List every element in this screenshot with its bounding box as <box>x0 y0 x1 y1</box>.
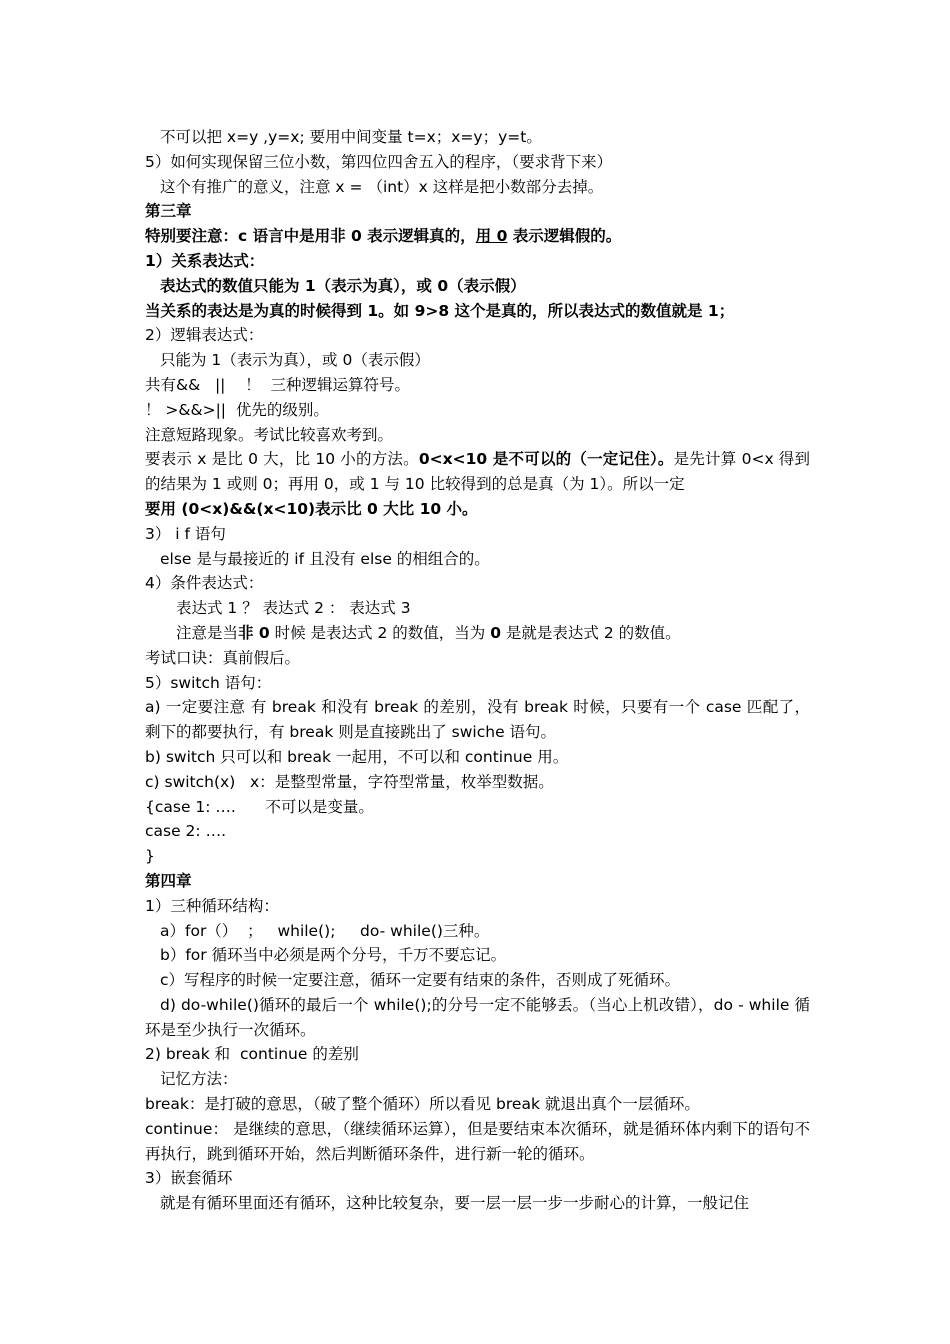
text-line: 3）嵌套循环 <box>145 1169 233 1188</box>
text-line: 共有&& || ！ 三种逻辑运算符号。 <box>145 375 410 394</box>
paragraph: a) 一定要注意 有 break 和没有 break 的差别，没有 break 时候，只要有一个 case 匹配了，剩下的都要执行，有 break 则是直接跳出了 swiche 语句。 <box>145 698 810 742</box>
text-line: 2）逻辑表达式： <box>145 326 264 345</box>
text-line: 1）三种循环结构： <box>145 896 279 915</box>
text-line: 这个有推广的意义，注意 x = （int）x 这样是把小数部分去掉。 <box>160 177 604 196</box>
text-line: case 2: …. <box>145 822 226 841</box>
paragraph: 要表示 x 是比 0 大，比 10 小的方法。0<x<10 是不可以的（一定记住）。是先计算 0<x 得到的结果为 1 或则 0；再用 0，或 1 与 10 比较得到的总是真（为 1）。所以一定 要用 (0<x)&&(x<10)表示比 0 大比 10 小。 <box>145 450 810 518</box>
text-line: 不可以把 x=y ,y=x; 要用中间变量 t=x；x=y；y=t。 <box>160 128 542 146</box>
text-line: 注意短路现象。考试比较喜欢考到。 <box>145 425 394 444</box>
text-line: ！ >&&>|| 优先的级别。 <box>145 400 329 419</box>
text-line: break：是打破的意思，（破了整个循环）所以看见 break 就退出真个一层循环。 <box>145 1095 700 1114</box>
chapter-heading: 第四章 <box>145 871 192 890</box>
text-line-bold: 特别要注意：c 语言中是用非 0 表示逻辑真的，用 0 表示逻辑假的。 <box>145 227 622 246</box>
text-line: } <box>145 847 155 866</box>
text-line-bold: 当关系的表达是为真的时候得到 1。如 9>8 这个是真的，所以表达式的数值就是 1； <box>145 301 735 320</box>
text-line: 3） i f 语句 <box>145 524 226 543</box>
text-line: 2) break 和 continue 的差别 <box>145 1045 359 1064</box>
paragraph: continue： 是继续的意思，（继续循环运算），但是要结束本次循环，就是循环体内剩下的语句不再执行，跳到循环开始，然后判断循环条件，进行新一轮的循环。 <box>145 1119 810 1163</box>
text-line: c）写程序的时候一定要注意，循环一定要有结束的条件，否则成了死循环。 <box>160 971 681 990</box>
text-line: a）for（） ； while(); do- while()三种。 <box>160 921 490 940</box>
text-line: else 是与最接近的 if 且没有 else 的相组合的。 <box>160 549 490 568</box>
text-line: 就是有循环里面还有循环，这种比较复杂，要一层一层一步一步耐心的计算，一般记住 <box>160 1194 750 1213</box>
text-line: 考试口诀：真前假后。 <box>145 648 301 667</box>
text-line: 注意是当非 0 时候 是表达式 2 的数值，当为 0 是就是表达式 2 的数值。 <box>176 623 681 642</box>
document-page <box>145 125 810 1216</box>
chapter-heading: 第三章 <box>145 202 192 221</box>
text-line: b) switch 只可以和 break 一起用，不可以和 continue 用。 <box>145 747 569 766</box>
text-line: 4）条件表达式： <box>145 574 264 593</box>
text-line: {case 1: …. 不可以是变量。 <box>145 797 374 816</box>
text-line: 5）如何实现保留三位小数，第四位四舍五入的程序，（要求背下来） <box>145 152 613 171</box>
section-heading: 1）关系表达式： <box>145 251 265 270</box>
text-line-bold: 表达式的数值只能为 1（表示为真），或 0（表示假） <box>160 276 526 295</box>
text-line: b）for 循环当中必须是两个分号，千万不要忘记。 <box>160 946 507 965</box>
text-line: 只能为 1（表示为真），或 0（表示假） <box>160 351 430 370</box>
paragraph: d) do-while()循环的最后一个 while();的分号一定不能够丢。（当心上机改错），do - while 循环是至少执行一次循环。 <box>145 995 810 1039</box>
text-line: 5）switch 语句： <box>145 673 272 692</box>
text-line: 记忆方法： <box>160 1070 238 1089</box>
text-line: c) switch(x) x：是整型常量，字符型常量，枚举型数据。 <box>145 772 554 791</box>
text-line: 表达式 1 ？ 表达式 2 ： 表达式 3 <box>176 599 411 618</box>
